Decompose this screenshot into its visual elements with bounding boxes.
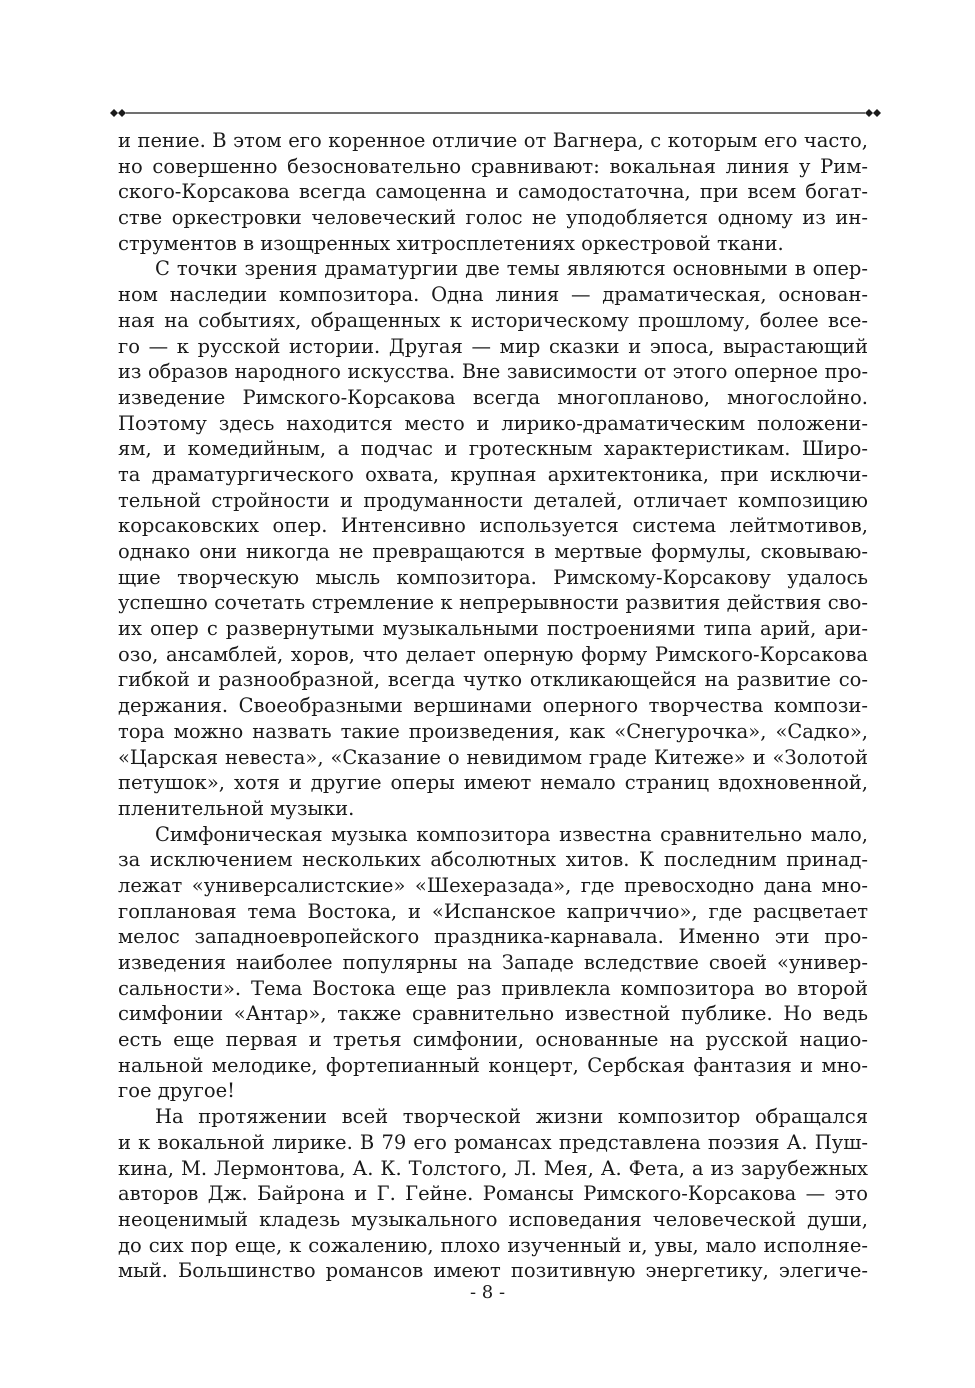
text-line: и к вокальной лирике. В 79 его романсах представлена поэзия А. Пуш- xyxy=(118,1130,868,1154)
text-line: держания. Своеобразными вершинами оперного творчества компози- xyxy=(118,694,868,718)
body-text xyxy=(118,128,868,1284)
text-line: за исключением нескольких абсолютных хитов. К последним принад- xyxy=(118,848,868,872)
text-line: лежат «универсалистские» «Шехеразада», где превосходно дана мно- xyxy=(118,873,868,897)
page-number: - 8 - xyxy=(469,1282,506,1303)
text-line: гибкой и разнообразной, всегда чутко откликающейся на развитие со- xyxy=(118,668,868,692)
text-line: ном наследии композитора. Одна линия — драматическая, основан- xyxy=(118,283,868,307)
text-line: авторов Дж. Байрона и Г. Гейне. Романсы Римского-Корсакова — это xyxy=(118,1182,868,1206)
text-line: мелос западноевропейского праздника-карнавала. Именно эти про- xyxy=(118,925,868,949)
text-line: щие творческую мысль композитора. Римскому-Корсакову удалось xyxy=(118,565,868,589)
text-line: гое другое! xyxy=(118,1079,235,1103)
text-line: изведения наиболее популярны на Западе вследствие своей «универ- xyxy=(118,951,868,974)
paragraph-1 xyxy=(118,128,868,256)
text-line: стве оркестровки человеческий голос не уподобляется одному из ин- xyxy=(118,206,868,230)
text-line: ского-Корсакова всегда самоценна и самодостаточна, при всем богат- xyxy=(118,180,868,204)
text-line: неоценимый кладезь музыкального исповедания человеческой души, xyxy=(118,1207,868,1231)
text-line: ям, и комедийным, а подчас и гротескным характеристикам. Широ- xyxy=(118,437,868,461)
text-line: корсаковских опер. Интенсивно используется система лейтмотивов, xyxy=(118,514,868,538)
text-line: нальной мелодике, фортепианный концерт, Сербская фантазия и мно- xyxy=(118,1053,868,1077)
text-line: сальности». Тема Востока еще раз привлекла композитора во второй xyxy=(118,976,868,1000)
text-line: изведение Римского-Корсакова всегда многопланово, многослойно. xyxy=(118,385,868,409)
text-line: На протяжении всей творческой жизни композитор обращался xyxy=(155,1105,868,1129)
text-line: струментов в изощренных хитросплетениях оркестровой ткани. xyxy=(118,231,784,255)
text-line: гоплановая тема Востока, и «Испанское каприччио», где расцветает xyxy=(118,899,868,923)
text-line: «Царская невеста», «Сказание о невидимом граде Китеже» и «Золотой xyxy=(118,745,868,769)
text-line: тора можно назвать такие произведения, как «Снегурочка», «Садко», xyxy=(118,719,868,743)
text-line: их опер с развернутыми музыкальными построениями типа арий, ари- xyxy=(118,617,868,641)
decorative-top-rule xyxy=(108,107,883,119)
text-line: и пение. В этом его коренное отличие от Вагнера, с которым его часто, xyxy=(118,129,868,152)
text-line: С точки зрения драматургии две темы являются основными в опер- xyxy=(155,257,868,281)
text-line: тельной стройности и продуманности деталей, отличает композицию xyxy=(118,488,868,512)
text-line: ная на событиях, обращенных к историческому прошлому, более все- xyxy=(118,308,868,332)
text-line: успешно сочетать стремление к непрерывности развития действия сво- xyxy=(118,591,868,615)
text-line: Поэтому здесь находится место и лирико-драматическим положени- xyxy=(118,411,868,435)
text-line: кина, М. Лермонтова, А. К. Толстого, Л. Мея, А. Фета, а из зарубежных xyxy=(118,1156,868,1180)
text-line: петушок», хотя и другие оперы имеют немало страниц вдохновенной, xyxy=(118,771,868,795)
text-line: го — к русской истории. Другая — мир сказки и эпоса, вырастающий xyxy=(118,334,868,358)
text-line: симфонии «Антар», также сравнительно известной публике. Но ведь xyxy=(118,1002,868,1026)
text-line: до сих пор еще, к сожалению, плохо изученный и, увы, мало исполняе- xyxy=(118,1233,868,1257)
ornament-rule-icon xyxy=(108,107,883,119)
text-line: мый. Большинство романсов имеют позитивную энергетику, элегиче- xyxy=(118,1259,868,1283)
text-line: но совершенно безосновательно сравнивают: вокальная линия у Рим- xyxy=(118,154,868,178)
text-line: есть еще первая и третья симфонии, основанные на русской нацио- xyxy=(118,1028,868,1052)
text-line: пленительной музыки. xyxy=(118,796,355,820)
text-line: из образов народного искусства. Вне зависимости от этого оперное про- xyxy=(118,360,868,384)
paragraph-2 xyxy=(118,256,868,821)
text-line: однако они никогда не превращаются в мертвые формулы, сковываю- xyxy=(118,540,868,563)
paragraph-3 xyxy=(118,822,868,1105)
text-line: озо, ансамблей, хоров, что делает оперную форму Римского-Корсакова xyxy=(118,642,868,666)
text-line: та драматургического охвата, крупная архитектоника, при исключи- xyxy=(118,462,868,486)
paragraph-4 xyxy=(118,1104,868,1284)
text-line: Симфоническая музыка композитора известна сравнительно мало, xyxy=(155,822,868,846)
